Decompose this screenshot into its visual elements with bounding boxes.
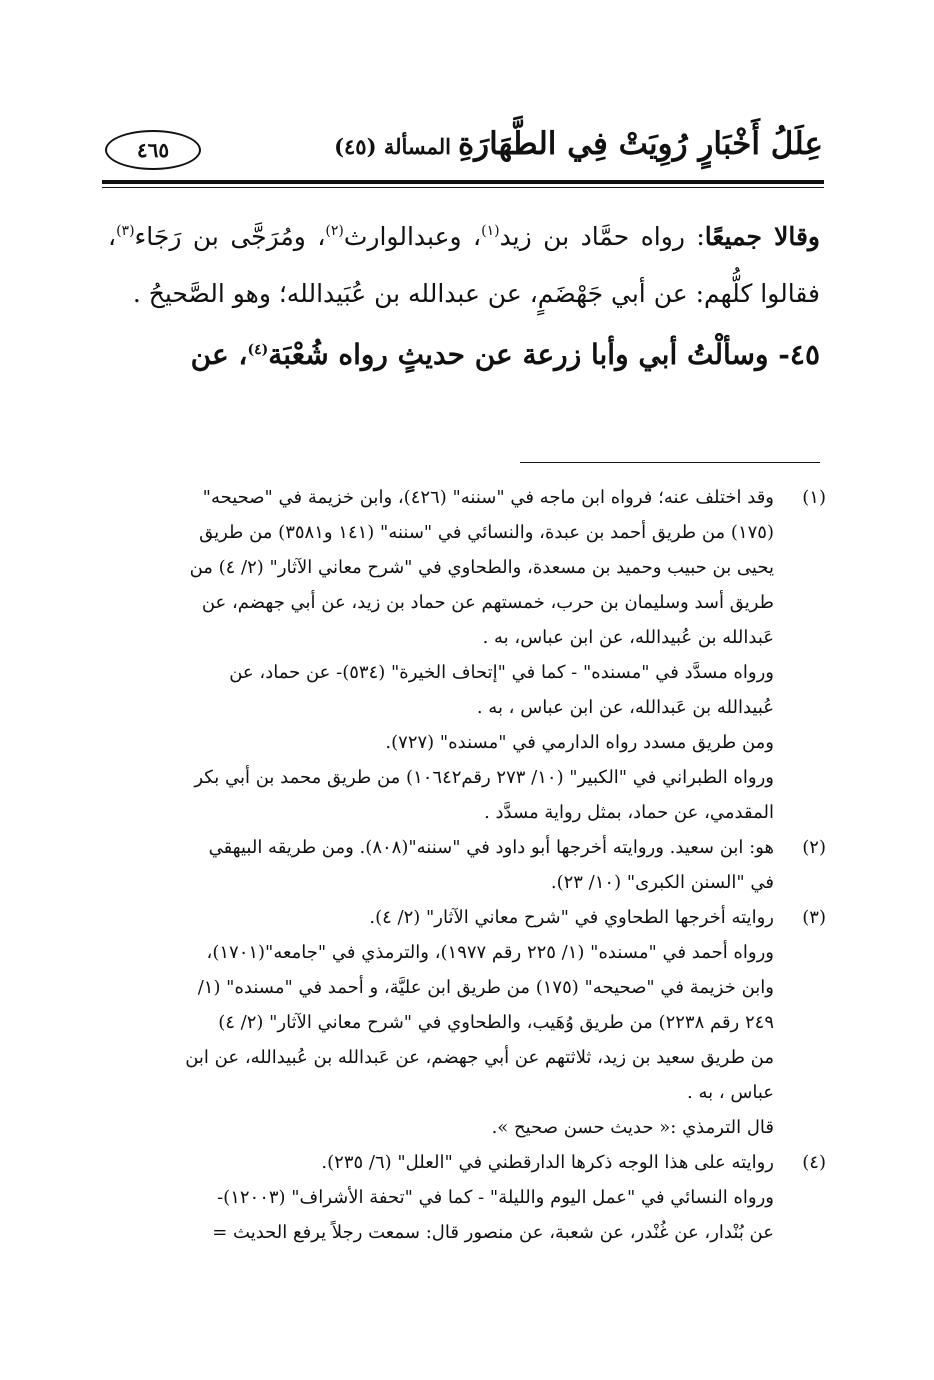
footnote-number: (٤) — [802, 1152, 826, 1173]
text-run: ، ومُرَجَّى بن رَجَاء — [134, 222, 326, 251]
footnote-ref-1: (١) — [481, 223, 500, 239]
footnote-number: (٢) — [802, 837, 826, 858]
footnote-line: ورواه الطبراني في "الكبير" (١٠/ ٢٧٣ رقم١٠٦٤٢) من طريق محمد بن أبي بكر — [194, 767, 774, 788]
paragraph-1 — [108, 208, 820, 322]
footnote-line: المقدمي، عن حماد، بمثل رواية مسدَّد . — [484, 802, 774, 823]
footnote-line: طريق أسد وسليمان بن حرب، خمستهم عن حماد بن زيد، عن أبي جهضم، عن — [201, 592, 774, 613]
footnote-line: ومن طريق مسدد رواه الدارمي في "مسنده" (٧٢٧). — [385, 732, 774, 753]
footnote-3 — [108, 900, 826, 1145]
paragraph-lead: وقالا جميعًا — [704, 222, 820, 251]
footnote-2 — [108, 830, 826, 900]
footnote-4 — [108, 1145, 826, 1250]
footnote-line: قال الترمذي :« حديث حسن صحيح ». — [491, 1117, 774, 1138]
footnote-line: ٢٤٩ رقم ٢٢٣٨) من طريق وُهَيب، والطحاوي في "شرح معاني الآثار" (٢/ ٤) — [218, 1012, 774, 1033]
issue-label: المسألة (٤٥) — [334, 134, 451, 159]
footnote-line: ورواه النسائي في "عمل اليوم والليلة" - كما في "تحفة الأشراف" (١٢٠٠٣)- — [217, 1187, 774, 1208]
text-run: ٤٥- وسألْتُ أبي وأبا زرعة عن حديثٍ رواه شُعْبَة — [268, 338, 820, 371]
footnote-ref-3: (٣) — [116, 223, 135, 239]
page-number: ٤٦٥ — [105, 130, 201, 170]
footnote-line: عباس ، به . — [687, 1082, 774, 1103]
header-rule-thick — [102, 180, 824, 184]
footnote-line: هو: ابن سعيد. وروايته أخرجها أبو داود في "سننه"(٨٠٨). ومن طريقه البيهقي — [208, 837, 774, 858]
footnote-line: روايته على هذا الوجه ذكرها الدارقطني في "العلل" (٦/ ٢٣٥). — [321, 1152, 774, 1173]
footnote-line: يحيى بن حبيب وحميد بن مسعدة، والطحاوي في "شرح معاني الآثار" (٢/ ٤) من — [189, 557, 774, 578]
footnote-ref-2: (٢) — [325, 223, 344, 239]
footnote-line: في "السنن الكبرى" (١٠/ ٢٣). — [550, 872, 774, 893]
footnote-separator — [520, 462, 820, 463]
footnote-line: من طريق سعيد بن زيد، ثلاثتهم عن أبي جهضم، عن عَبدالله بن عُبيدالله، عن ابن — [185, 1047, 774, 1068]
footnote-line: عَبدالله بن عُبيدالله، عن ابن عباس، به . — [482, 627, 774, 648]
text-run: : رواه حمَّاد بن زيد — [499, 222, 705, 251]
footnotes — [108, 480, 826, 1250]
text-run: ، عن — [190, 338, 248, 371]
main-text — [108, 208, 820, 383]
footnote-number: (٣) — [802, 907, 826, 928]
footnote-1 — [108, 480, 826, 830]
book-title: عِلَلُ أَخْبَارٍ رُوِيَتْ فِي الطَّهَارَةِ — [457, 126, 823, 162]
footnote-number: (١) — [802, 487, 826, 508]
text-run: ، وعبدالوارث — [343, 222, 482, 251]
header-rule-thin — [102, 187, 824, 188]
footnote-line: عن بُنْدار، عن غُنْدر، عن شعبة، عن منصور قال: سمعت رجلاً يرفع الحديث = — [212, 1222, 774, 1243]
running-header — [105, 120, 823, 172]
text-run: ، فقالوا كلُّهم: عن أبي جَهْضَمٍ، عن عبدالله بن عُبَيدالله؛ وهو الصَّحيحُ . — [108, 222, 820, 308]
footnote-ref-4: (٤) — [247, 342, 269, 358]
footnote-line: ورواه أحمد في "مسنده" (١/ ٢٢٥ رقم ١٩٧٧)، والترمذي في "جامعه"(١٧٠١)، — [206, 942, 774, 963]
question-45 — [108, 326, 820, 383]
footnote-line: وقد اختلف عنه؛ فرواه ابن ماجه في "سننه" (٤٢٦)، وابن خزيمة في "صحيحه" — [202, 487, 774, 508]
footnote-line: ورواه مسدَّد في "مسنده" - كما في "إتحاف الخيرة" (٥٣٤)- عن حماد، عن — [229, 662, 774, 683]
footnote-line: روايته أخرجها الطحاوي في "شرح معاني الآثار" (٢/ ٤). — [369, 907, 774, 928]
footnote-line: عُبيدالله بن عَبدالله، عن ابن عباس ، به . — [476, 697, 774, 718]
footnote-line: وابن خزيمة في "صحيحه" (١٧٥) من طريق ابن عليَّة، و أحمد في "مسنده" (١/ — [197, 977, 774, 998]
footnote-line: (١٧٥) من طريق أحمد بن عبدة، والنسائي في "سننه" (١٤١ و٣٥٨١) من طريق — [199, 522, 774, 543]
